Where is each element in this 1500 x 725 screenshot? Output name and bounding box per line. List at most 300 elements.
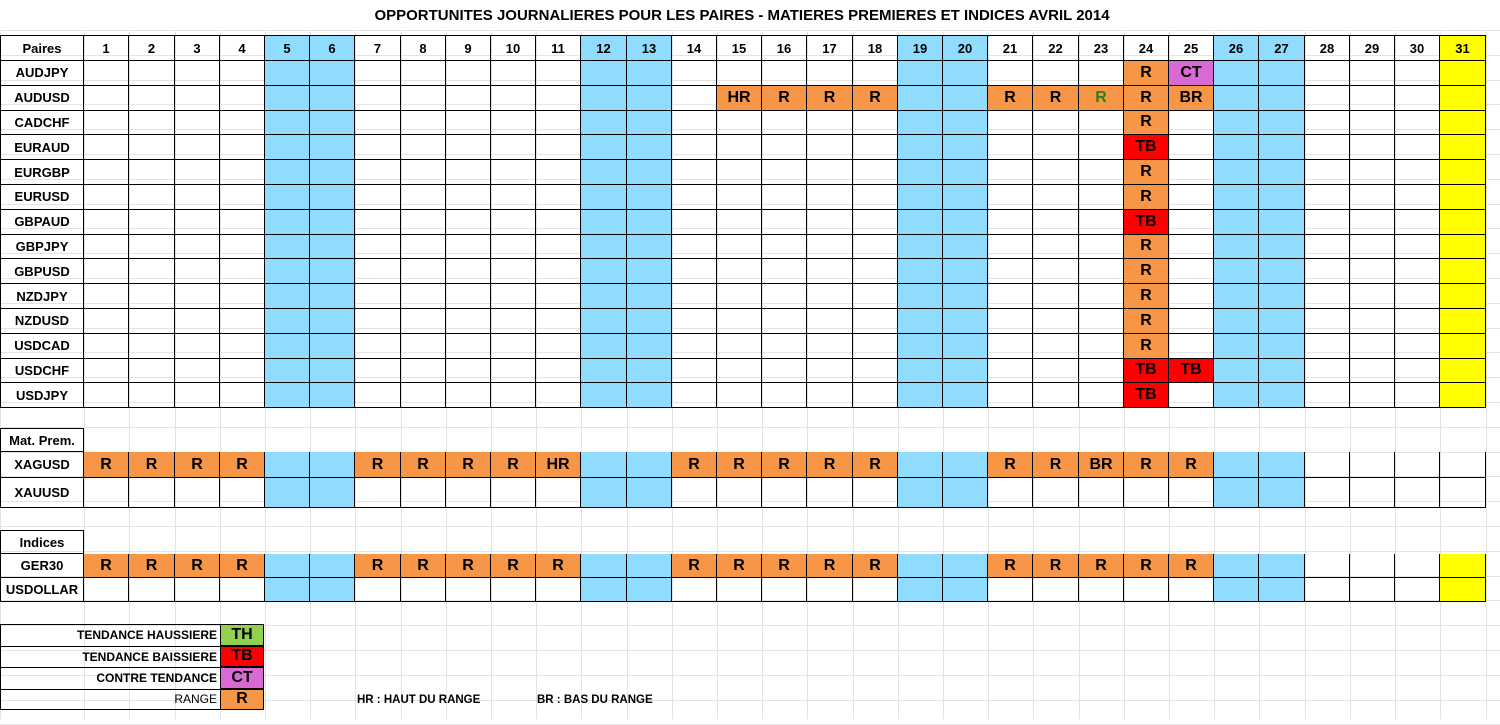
day-header[interactable]: 16 [762,35,807,61]
day-cell[interactable] [491,284,536,309]
row-label[interactable]: GBPUSD [0,259,84,284]
day-cell[interactable] [1214,578,1259,602]
signal-cell-r[interactable]: R [1079,86,1124,111]
day-cell[interactable] [943,135,988,160]
day-cell[interactable] [581,578,627,602]
day-cell[interactable] [988,359,1033,384]
signal-cell-r[interactable]: R [1124,309,1169,334]
row-label[interactable]: USDJPY [0,383,84,408]
signal-cell-r[interactable]: R [1169,554,1214,578]
day-cell[interactable] [988,210,1033,235]
day-cell[interactable] [988,259,1033,284]
day-cell[interactable] [1259,111,1305,136]
day-header[interactable]: 25 [1169,35,1214,61]
day-cell[interactable] [581,383,627,408]
signal-cell-r[interactable]: R [175,554,220,578]
day-cell[interactable] [401,359,446,384]
signal-cell-r[interactable]: R [401,554,446,578]
day-cell[interactable] [129,359,175,384]
day-cell[interactable] [446,111,491,136]
day-header[interactable]: 20 [943,35,988,61]
day-cell[interactable] [717,185,762,210]
day-cell[interactable] [717,235,762,260]
day-cell[interactable] [1259,160,1305,185]
day-cell[interactable] [762,111,807,136]
day-cell[interactable] [1305,478,1350,508]
day-cell[interactable] [1395,284,1440,309]
day-cell[interactable] [1350,578,1395,602]
day-cell[interactable] [1440,235,1486,260]
row-label[interactable]: USDCAD [0,334,84,359]
day-cell[interactable] [1395,383,1440,408]
day-header[interactable]: 10 [491,35,536,61]
day-cell[interactable] [717,359,762,384]
day-cell[interactable] [807,111,853,136]
day-cell[interactable] [1395,235,1440,260]
day-cell[interactable] [536,61,581,86]
day-cell[interactable] [1440,210,1486,235]
day-cell[interactable] [1395,578,1440,602]
day-cell[interactable] [265,259,310,284]
day-cell[interactable] [175,111,220,136]
day-cell[interactable] [1169,383,1214,408]
signal-cell-r[interactable]: R [355,554,401,578]
day-cell[interactable] [1305,86,1350,111]
day-cell[interactable] [129,578,175,602]
day-cell[interactable] [1169,160,1214,185]
signal-cell-r[interactable]: R [762,86,807,111]
day-cell[interactable] [1440,383,1486,408]
day-cell[interactable] [401,334,446,359]
signal-cell-r[interactable]: R [762,554,807,578]
signal-cell-hr[interactable]: HR [717,86,762,111]
day-cell[interactable] [853,235,898,260]
day-cell[interactable] [943,478,988,508]
day-cell[interactable] [717,309,762,334]
day-header[interactable]: 24 [1124,35,1169,61]
day-cell[interactable] [1305,578,1350,602]
day-cell[interactable] [672,578,717,602]
day-cell[interactable] [1214,284,1259,309]
day-cell[interactable] [943,160,988,185]
day-cell[interactable] [1350,359,1395,384]
day-cell[interactable] [1079,359,1124,384]
day-cell[interactable] [265,554,310,578]
day-cell[interactable] [446,359,491,384]
day-cell[interactable] [355,86,401,111]
row-label[interactable]: GBPJPY [0,235,84,260]
day-cell[interactable] [943,334,988,359]
day-cell[interactable] [898,61,943,86]
day-cell[interactable] [1350,309,1395,334]
day-cell[interactable] [1350,284,1395,309]
day-cell[interactable] [175,309,220,334]
day-cell[interactable] [627,452,672,478]
day-cell[interactable] [1259,185,1305,210]
day-cell[interactable] [717,111,762,136]
day-cell[interactable] [1169,284,1214,309]
day-cell[interactable] [1259,359,1305,384]
day-cell[interactable] [943,359,988,384]
day-header[interactable]: 19 [898,35,943,61]
day-cell[interactable] [762,185,807,210]
day-cell[interactable] [1079,383,1124,408]
day-cell[interactable] [355,259,401,284]
day-cell[interactable] [1214,309,1259,334]
day-cell[interactable] [627,578,672,602]
day-cell[interactable] [491,185,536,210]
day-cell[interactable] [581,334,627,359]
day-cell[interactable] [446,61,491,86]
day-cell[interactable] [536,210,581,235]
day-cell[interactable] [446,135,491,160]
signal-cell-r[interactable]: R [491,554,536,578]
day-cell[interactable] [84,259,129,284]
day-cell[interactable] [1350,478,1395,508]
day-cell[interactable] [627,235,672,260]
signal-cell-tb[interactable]: TB [1124,135,1169,160]
day-cell[interactable] [491,135,536,160]
day-cell[interactable] [175,478,220,508]
day-cell[interactable] [898,452,943,478]
day-cell[interactable] [175,284,220,309]
day-cell[interactable] [446,383,491,408]
day-cell[interactable] [1033,185,1079,210]
row-label[interactable]: USDOLLAR [0,578,84,602]
day-header[interactable]: 9 [446,35,491,61]
day-cell[interactable] [853,309,898,334]
row-label[interactable]: EURUSD [0,185,84,210]
day-cell[interactable] [84,210,129,235]
day-cell[interactable] [265,210,310,235]
day-cell[interactable] [1350,383,1395,408]
day-cell[interactable] [1169,334,1214,359]
day-cell[interactable] [1440,185,1486,210]
day-cell[interactable] [401,383,446,408]
day-cell[interactable] [401,111,446,136]
day-cell[interactable] [627,160,672,185]
day-header[interactable]: 15 [717,35,762,61]
day-cell[interactable] [265,334,310,359]
day-cell[interactable] [175,185,220,210]
day-cell[interactable] [581,309,627,334]
day-cell[interactable] [355,578,401,602]
day-cell[interactable] [898,359,943,384]
day-cell[interactable] [627,185,672,210]
day-cell[interactable] [536,309,581,334]
day-cell[interactable] [943,578,988,602]
day-cell[interactable] [672,478,717,508]
day-cell[interactable] [672,309,717,334]
signal-cell-r[interactable]: R [988,554,1033,578]
day-cell[interactable] [536,334,581,359]
day-cell[interactable] [401,578,446,602]
day-cell[interactable] [1169,478,1214,508]
day-cell[interactable] [536,383,581,408]
day-cell[interactable] [355,135,401,160]
day-cell[interactable] [581,185,627,210]
day-cell[interactable] [401,235,446,260]
day-cell[interactable] [401,135,446,160]
day-cell[interactable] [1305,235,1350,260]
day-cell[interactable] [175,383,220,408]
row-label[interactable]: XAGUSD [0,452,84,478]
day-header[interactable]: 28 [1305,35,1350,61]
day-cell[interactable] [265,452,310,478]
signal-cell-r[interactable]: R [129,452,175,478]
day-cell[interactable] [762,359,807,384]
day-cell[interactable] [310,86,355,111]
day-cell[interactable] [536,284,581,309]
day-cell[interactable] [1305,259,1350,284]
day-cell[interactable] [807,61,853,86]
day-cell[interactable] [1259,210,1305,235]
day-cell[interactable] [672,185,717,210]
day-cell[interactable] [581,61,627,86]
day-cell[interactable] [1169,111,1214,136]
day-cell[interactable] [1440,452,1486,478]
day-cell[interactable] [220,578,265,602]
day-cell[interactable] [491,259,536,284]
day-cell[interactable] [581,235,627,260]
day-cell[interactable] [1214,160,1259,185]
day-cell[interactable] [581,135,627,160]
day-cell[interactable] [762,284,807,309]
day-cell[interactable] [627,359,672,384]
day-cell[interactable] [175,259,220,284]
day-cell[interactable] [1440,259,1486,284]
day-cell[interactable] [807,478,853,508]
day-cell[interactable] [1079,210,1124,235]
day-cell[interactable] [84,309,129,334]
day-cell[interactable] [898,135,943,160]
day-cell[interactable] [1395,86,1440,111]
day-cell[interactable] [988,235,1033,260]
day-cell[interactable] [355,210,401,235]
day-cell[interactable] [1079,185,1124,210]
day-cell[interactable] [1214,135,1259,160]
signal-cell-r[interactable]: R [401,452,446,478]
row-label[interactable]: USDCHF [0,359,84,384]
signal-cell-br[interactable]: BR [1079,452,1124,478]
day-cell[interactable] [355,160,401,185]
day-cell[interactable] [446,578,491,602]
day-cell[interactable] [1395,359,1440,384]
day-cell[interactable] [581,86,627,111]
day-cell[interactable] [672,259,717,284]
day-cell[interactable] [807,185,853,210]
day-cell[interactable] [1169,578,1214,602]
signal-cell-r[interactable]: R [84,554,129,578]
day-cell[interactable] [265,383,310,408]
day-cell[interactable] [943,309,988,334]
row-label[interactable]: GBPAUD [0,210,84,235]
day-header[interactable]: 1 [84,35,129,61]
day-cell[interactable] [943,259,988,284]
day-cell[interactable] [581,210,627,235]
signal-cell-r[interactable]: R [1124,86,1169,111]
day-cell[interactable] [672,235,717,260]
day-cell[interactable] [1214,185,1259,210]
signal-cell-tb[interactable]: TB [1169,359,1214,384]
day-header[interactable]: 29 [1350,35,1395,61]
day-cell[interactable] [762,135,807,160]
day-cell[interactable] [1079,61,1124,86]
day-cell[interactable] [581,111,627,136]
day-cell[interactable] [1033,259,1079,284]
day-cell[interactable] [988,478,1033,508]
day-header[interactable]: 7 [355,35,401,61]
day-cell[interactable] [265,309,310,334]
day-cell[interactable] [988,185,1033,210]
day-header[interactable]: 14 [672,35,717,61]
day-cell[interactable] [1169,210,1214,235]
day-cell[interactable] [672,334,717,359]
day-cell[interactable] [807,334,853,359]
day-cell[interactable] [1395,334,1440,359]
day-cell[interactable] [1259,135,1305,160]
day-cell[interactable] [84,86,129,111]
day-cell[interactable] [1214,383,1259,408]
day-cell[interactable] [220,259,265,284]
day-cell[interactable] [1440,135,1486,160]
day-cell[interactable] [220,86,265,111]
day-cell[interactable] [943,383,988,408]
day-cell[interactable] [1440,160,1486,185]
day-cell[interactable] [491,210,536,235]
signal-cell-r[interactable]: R [220,452,265,478]
day-cell[interactable] [853,185,898,210]
day-cell[interactable] [627,111,672,136]
day-cell[interactable] [310,452,355,478]
day-cell[interactable] [807,309,853,334]
day-cell[interactable] [536,135,581,160]
day-cell[interactable] [1079,259,1124,284]
day-cell[interactable] [536,259,581,284]
day-cell[interactable] [898,185,943,210]
day-cell[interactable] [1395,554,1440,578]
day-cell[interactable] [581,359,627,384]
day-cell[interactable] [310,160,355,185]
day-cell[interactable] [943,284,988,309]
day-cell[interactable] [1440,578,1486,602]
day-cell[interactable] [129,135,175,160]
day-cell[interactable] [1350,235,1395,260]
day-cell[interactable] [84,185,129,210]
day-cell[interactable] [175,160,220,185]
signal-cell-ct[interactable]: CT [1169,61,1214,86]
day-cell[interactable] [355,478,401,508]
signal-cell-r[interactable]: R [129,554,175,578]
day-cell[interactable] [762,61,807,86]
day-cell[interactable] [1214,210,1259,235]
day-cell[interactable] [853,160,898,185]
signal-cell-r[interactable]: R [853,554,898,578]
day-cell[interactable] [988,160,1033,185]
day-cell[interactable] [220,61,265,86]
day-cell[interactable] [988,578,1033,602]
day-cell[interactable] [310,259,355,284]
day-cell[interactable] [265,478,310,508]
signal-cell-r[interactable]: R [717,554,762,578]
day-cell[interactable] [672,383,717,408]
signal-cell-r[interactable]: R [1124,111,1169,136]
day-cell[interactable] [1259,284,1305,309]
day-cell[interactable] [807,235,853,260]
day-cell[interactable] [1305,160,1350,185]
day-cell[interactable] [129,235,175,260]
day-cell[interactable] [943,86,988,111]
day-cell[interactable] [355,334,401,359]
day-cell[interactable] [220,111,265,136]
day-cell[interactable] [220,210,265,235]
signal-cell-r[interactable]: R [1033,86,1079,111]
day-cell[interactable] [1169,235,1214,260]
day-cell[interactable] [762,235,807,260]
signal-cell-br[interactable]: BR [1169,86,1214,111]
day-cell[interactable] [1350,61,1395,86]
day-cell[interactable] [1033,478,1079,508]
day-cell[interactable] [1440,86,1486,111]
day-cell[interactable] [1259,61,1305,86]
day-cell[interactable] [1124,478,1169,508]
day-cell[interactable] [627,86,672,111]
day-cell[interactable] [627,383,672,408]
day-cell[interactable] [446,284,491,309]
day-cell[interactable] [807,135,853,160]
day-cell[interactable] [807,383,853,408]
day-cell[interactable] [175,334,220,359]
day-cell[interactable] [672,135,717,160]
day-cell[interactable] [1305,135,1350,160]
day-cell[interactable] [1079,478,1124,508]
day-cell[interactable] [84,235,129,260]
signal-cell-r[interactable]: R [672,452,717,478]
day-cell[interactable] [491,235,536,260]
day-cell[interactable] [401,210,446,235]
day-cell[interactable] [627,309,672,334]
day-cell[interactable] [1033,235,1079,260]
day-cell[interactable] [1259,259,1305,284]
signal-cell-r[interactable]: R [717,452,762,478]
day-cell[interactable] [446,160,491,185]
day-cell[interactable] [1350,185,1395,210]
day-cell[interactable] [672,359,717,384]
day-cell[interactable] [175,359,220,384]
day-cell[interactable] [220,478,265,508]
day-cell[interactable] [84,111,129,136]
day-cell[interactable] [762,160,807,185]
signal-cell-r[interactable]: R [1033,452,1079,478]
day-cell[interactable] [1079,284,1124,309]
day-cell[interactable] [491,334,536,359]
day-cell[interactable] [717,160,762,185]
day-cell[interactable] [943,554,988,578]
day-cell[interactable] [1214,86,1259,111]
day-cell[interactable] [84,135,129,160]
day-cell[interactable] [355,111,401,136]
day-cell[interactable] [491,359,536,384]
day-cell[interactable] [491,309,536,334]
day-cell[interactable] [1350,135,1395,160]
day-cell[interactable] [1214,452,1259,478]
day-cell[interactable] [627,284,672,309]
day-cell[interactable] [1214,334,1259,359]
day-cell[interactable] [853,111,898,136]
day-cell[interactable] [129,259,175,284]
day-cell[interactable] [310,235,355,260]
day-cell[interactable] [672,86,717,111]
